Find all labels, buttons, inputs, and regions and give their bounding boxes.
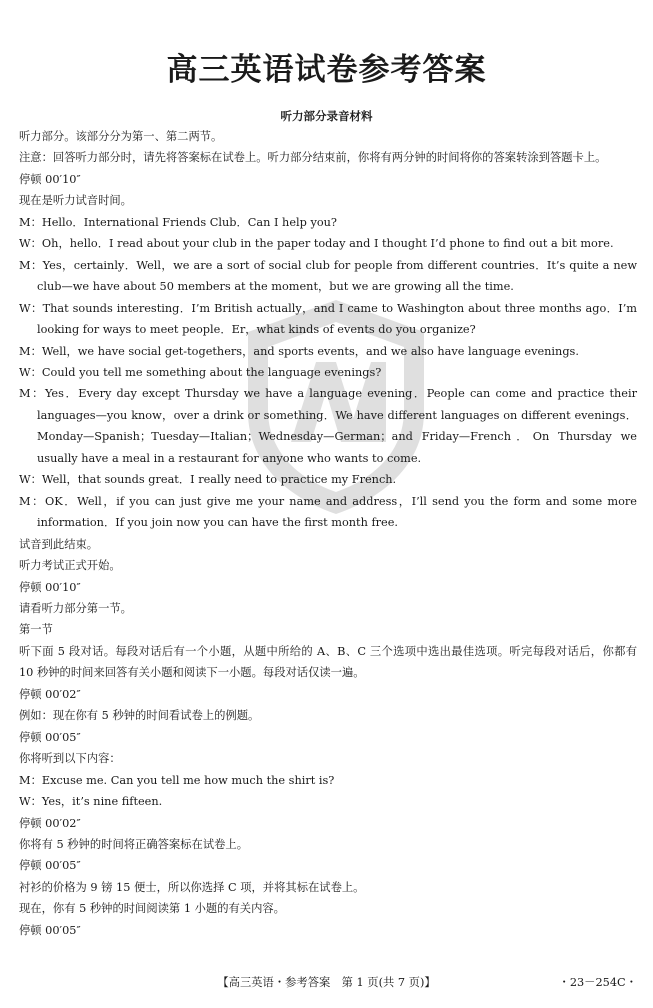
text-line: 听力部分。该部分分为第一、第二两节。 <box>19 130 223 143</box>
footer-code: ・23－254C・ <box>558 976 637 989</box>
footer-page-info: 【高三英语・参考答案 第 1 页(共 7 页)】 <box>217 976 436 989</box>
text-line: 听力考试正式开始。 <box>19 559 121 573</box>
pause-marker: 停顿 00′05″ <box>19 859 81 873</box>
text-line: 现在，你有 5 秒钟的时间阅读第 1 小题的有关内容。 <box>19 902 285 916</box>
text-line: 试音到此结束。 <box>19 537 99 551</box>
text-line: 衬衫的价格为 9 镑 15 便士，所以你选择 C 项，并将其标在试卷上。 <box>19 880 365 894</box>
text-line: 请看听力部分第一节。 <box>19 601 132 615</box>
pause-marker: 停顿 00′02″ <box>19 687 81 701</box>
dialogue-line: W：Yes，it’s nine fifteen. <box>19 795 163 809</box>
dialogue-line: M：Yes，certainly．Well，we are a sort of social club for people from different countries．It’s quite a new club—we have about 50 members at the moment，but we are growing all the time. <box>19 258 637 294</box>
text-paragraph: 注意：回答听力部分时，请先将答案标在试卷上。听力部分结束前，你将有两分钟的时间将你的答案转涂到答题卡上。 <box>19 151 607 165</box>
pause-marker: 停顿 00′10″ <box>19 172 81 186</box>
page-title: 高三英语试卷参考答案 <box>166 52 487 88</box>
pause-marker: 停顿 00′05″ <box>19 730 81 744</box>
text-paragraph: 听下面 5 段对话。每段对话后有一个小题，从题中所给的 A、B、C 三个选项中选出最佳选项。听完每段对话后，你都有 10 秒钟的时间来回答有关小题和阅读下一小题。每段对话仅读一遍。 <box>19 644 637 680</box>
transcript-body <box>19 126 637 941</box>
section-heading: 第一节 <box>19 623 53 637</box>
pause-marker: 停顿 00′05″ <box>19 923 81 937</box>
text-line: 你将听到以下内容： <box>19 752 121 766</box>
dialogue-line: M：Excuse me. Can you tell me how much the shirt is? <box>19 773 335 787</box>
dialogue-line: M：Yes．Every day except Thursday we have a language evening．People can come and practice their languages—you know，over a drink or something．We have different languages on different evenings．Monday—Spanish；Tuesday—Italian；Wednesday—German；and Friday—French．On Thursday we usually have a meal in a restaurant for anyone who wants to come. <box>19 387 637 465</box>
pause-marker: 停顿 00′10″ <box>19 580 81 594</box>
dialogue-line: M：Hello．International Friends Club．Can I help you? <box>19 215 337 229</box>
dialogue-line: W：Well，that sounds great．I really need to practice my French. <box>19 473 397 487</box>
dialogue-line: M：OK．Well，if you can just give me your name and address，I’ll send you the form and some more information．If you join now you can have the first month free. <box>19 494 637 530</box>
pause-marker: 停顿 00′02″ <box>19 816 81 830</box>
dialogue-line: W：Could you tell me something about the language evenings? <box>19 365 382 379</box>
dialogue-line: W：Oh，hello．I read about your club in the paper today and I thought I’d phone to find out a bit more. <box>19 237 614 251</box>
text-line: 你将有 5 秒钟的时间将正确答案标在试卷上。 <box>19 837 249 851</box>
text-line: 现在是听力试音时间。 <box>19 194 132 208</box>
dialogue-line: M：Well，we have social get-togethers，and sports events，and we also have language evenings. <box>19 344 579 358</box>
section-subtitle: 听力部分录音材料 <box>280 109 373 123</box>
dialogue-line: W：That sounds interesting．I’m British actually，and I came to Washington about three months ago．I’m looking for ways to meet people．Er，what kinds of events do you organize? <box>19 301 637 337</box>
text-line: 例如：现在你有 5 秒钟的时间看试卷上的例题。 <box>19 709 260 723</box>
page-footer <box>0 974 653 994</box>
